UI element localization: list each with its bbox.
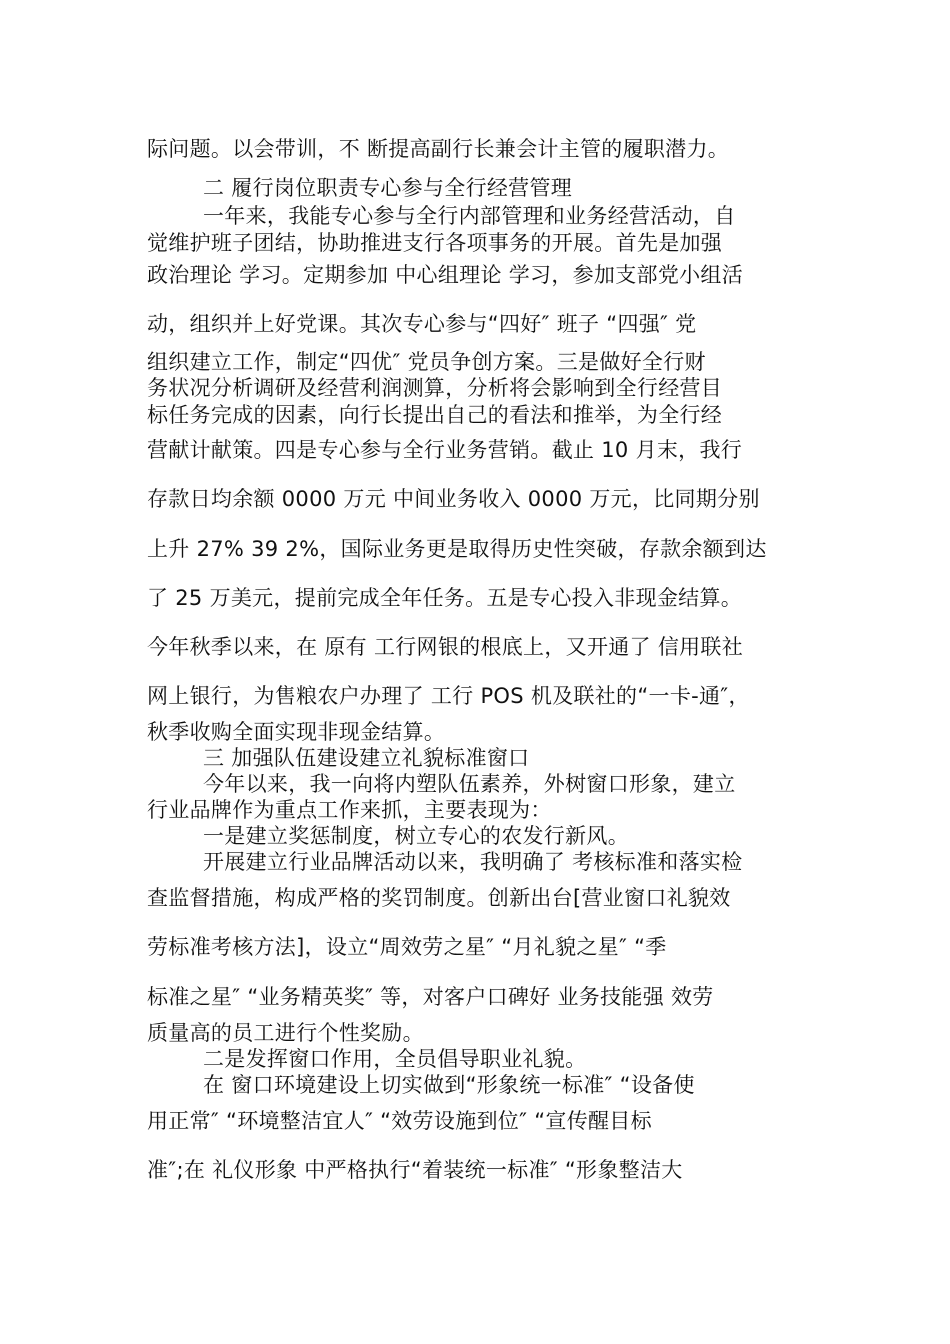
paragraph-line: 觉维护班子团结，协助推进支行各项事务的开展。首先是加强 [147, 231, 723, 255]
paragraph-line: 了 25 万美元，提前完成全年任务。五是专心投入非现金结算。 [147, 586, 743, 610]
paragraph-line: 一年来，我能专心参与全行内部管理和业务经营活动，自 [203, 204, 736, 228]
paragraph-line: 组织建立工作，制定“四优″ 党员争创方案。三是做好全行财 [147, 350, 706, 374]
paragraph-line: 在 窗口环境建设上切实做到“形象统一标准″ “设备使 [203, 1073, 695, 1097]
section-heading: 三 加强队伍建设建立礼貌标准窗口 [203, 746, 530, 770]
paragraph-line: 今年秋季以来，在 原有 工行网银的根底上，又开通了 信用联社 [147, 635, 744, 659]
paragraph-line: 存款日均余额 0000 万元 中间业务收入 0000 万元，比同期分别 [147, 487, 760, 511]
paragraph-line: 网上银行，为售粮农户办理了 工行 POS 机及联社的“一卡-通″， [147, 684, 750, 708]
paragraph-line: 行业品牌作为重点工作来抓，主要表现为： [147, 798, 552, 822]
paragraph-line: 动，组织并上好党课。其次专心参与“四好″ 班子 “四强″ 党 [147, 312, 697, 336]
paragraph-line: 质量高的员工进行个性奖励。 [147, 1021, 424, 1045]
subheading: 一是建立奖惩制度，树立专心的农发行新风。 [203, 824, 629, 848]
paragraph-line: 准″;在 礼仪形象 中严格执行“着装统一标准″ “形象整洁大 [147, 1158, 683, 1182]
paragraph-line: 秋季收购全面实现非现金结算。 [147, 720, 446, 744]
paragraph-line: 劳标准考核方法]，设立“周效劳之星″ “月礼貌之星″ “季 [147, 935, 667, 959]
section-heading: 二 履行岗位职责专心参与全行经营管理 [203, 176, 573, 200]
paragraph-line: 务状况分析调研及经营利润测算，分析将会影响到全行经营目 [147, 376, 723, 400]
paragraph-line: 开展建立行业品牌活动以来，我明确了 考核标准和落实检 [203, 850, 743, 874]
paragraph-line: 今年以来，我一向将内塑队伍素养，外树窗口形象，建立 [203, 772, 736, 796]
paragraph-line: 上升 27% 39 2%，国际业务更是取得历史性突破，存款余额到达 [147, 537, 767, 561]
paragraph-line: 政治理论 学习。定期参加 中心组理论 学习，参加支部党小组活 [147, 263, 744, 287]
paragraph-line: 查监督措施，构成严格的奖罚制度。创新出台[营业窗口礼貌效 [147, 886, 731, 910]
subheading: 二是发挥窗口作用，全员倡导职业礼貌。 [203, 1047, 587, 1071]
paragraph-line: 际问题。以会带训，不 断提高副行长兼会计主管的履职潜力。 [147, 137, 730, 161]
paragraph-line: 标任务完成的因素，向行长提出自己的看法和推举，为全行经 [147, 403, 723, 427]
paragraph-line: 用正常″ “环境整洁宜人″ “效劳设施到位″ “宣传醒目标 [147, 1109, 652, 1133]
paragraph-line: 营献计献策。四是专心参与全行业务营销。截止 10 月末，我行 [147, 438, 743, 462]
paragraph-line: 标准之星″ “业务精英奖″ 等，对客户口碑好 业务技能强 效劳 [147, 985, 714, 1009]
